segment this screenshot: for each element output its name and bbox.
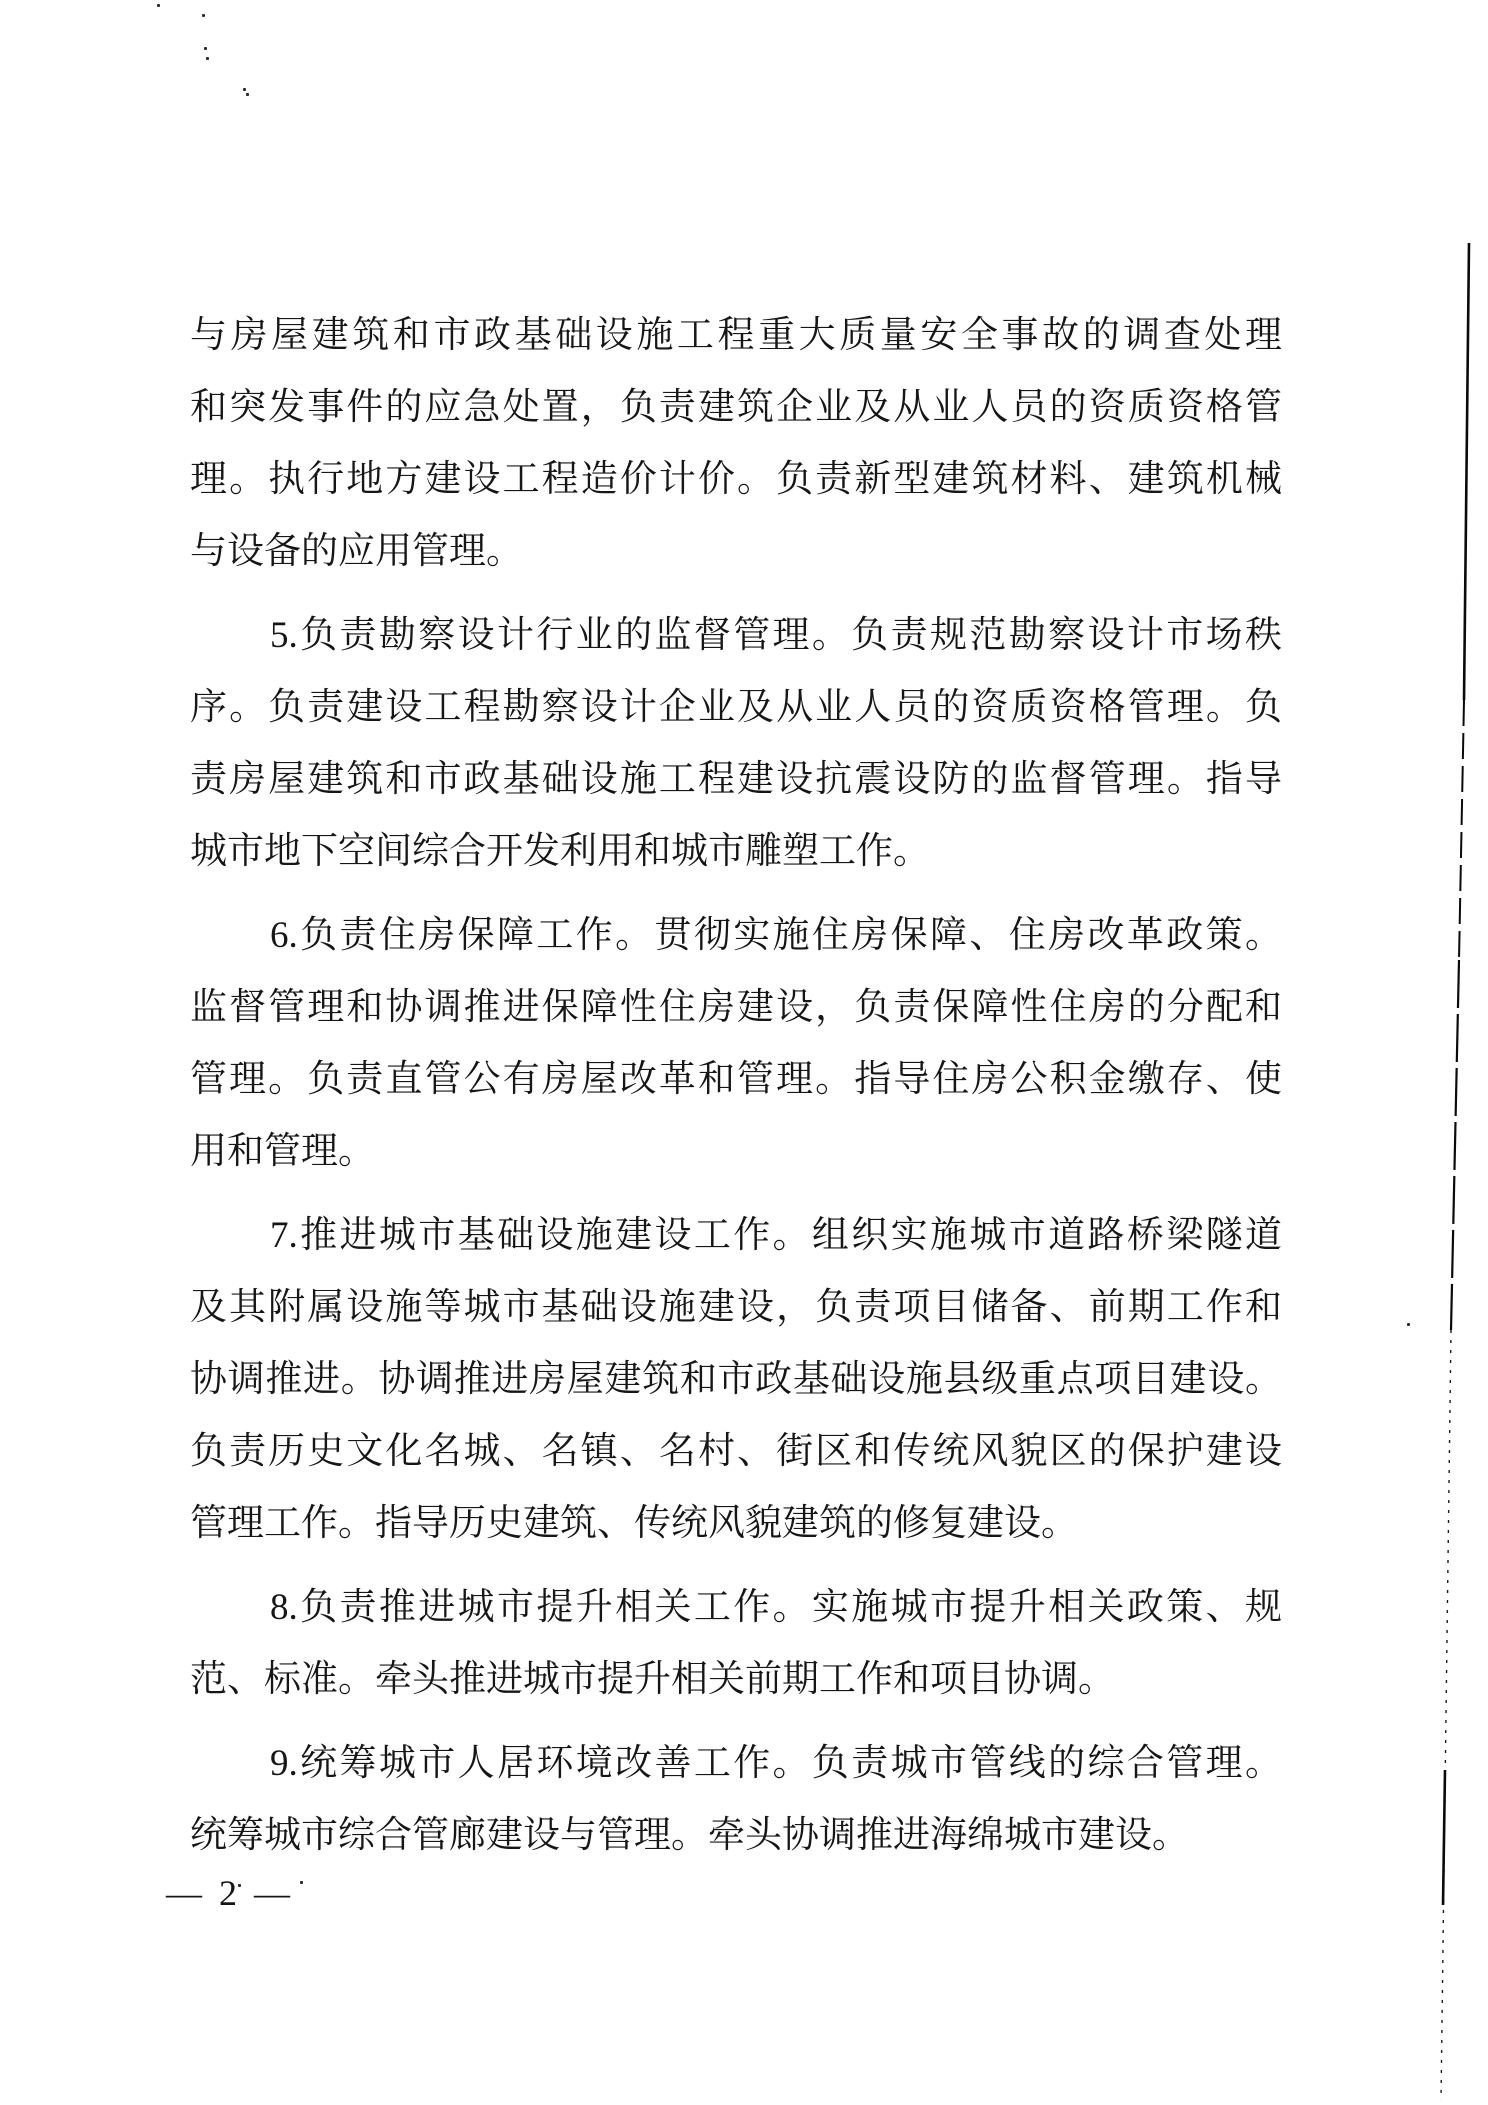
text-line: 和突发事件的应急处置，负责建筑企业及从业人员的资质资格管: [190, 387, 1282, 428]
text-line: 与房屋建筑和市政基础设施工程重大质量安全事故的调查处理: [190, 315, 1282, 356]
scan-speck: [204, 47, 207, 50]
text-line: 负责历史文化名城、名镇、名村、街区和传统风貌区的保护建设: [190, 1431, 1282, 1472]
scan-speck: [157, 4, 160, 7]
text-line: 与设备的应用管理。: [190, 531, 523, 572]
text-line: 理。执行地方建设工程造价计价。负责新型建筑材料、建筑机械: [190, 459, 1282, 500]
text-line: 城市地下空间综合开发利用和城市雕塑工作。: [190, 831, 930, 872]
text-line: 8.负责推进城市提升相关工作。实施城市提升相关政策、规: [270, 1587, 1282, 1628]
text-line: 管理。负责直管公有房屋改革和管理。指导住房公积金缴存、使: [190, 1059, 1282, 1100]
text-line: 9.统筹城市人居环境改善工作。负责城市管线的综合管理。: [270, 1743, 1282, 1784]
page-number: — 2 —: [166, 1873, 294, 1913]
scan-speck: [243, 88, 246, 91]
text-line: 统筹城市综合管廊建设与管理。牵头协调推进海绵城市建设。: [190, 1815, 1189, 1856]
text-line: 监督管理和协调推进保障性住房建设，负责保障性住房的分配和: [190, 987, 1282, 1028]
text-line: 5.负责勘察设计行业的监督管理。负责规范勘察设计市场秩: [270, 615, 1282, 656]
scan-speck: [1407, 1323, 1410, 1326]
scan-speck: [202, 14, 205, 17]
text-line: 6.负责住房保障工作。贯彻实施住房保障、住房改革政策。: [270, 915, 1282, 956]
text-line: 用和管理。: [190, 1131, 375, 1172]
document-body-text: [190, 300, 1282, 1872]
text-line: 序。负责建设工程勘察设计企业及从业人员的资质资格管理。负: [190, 687, 1282, 728]
text-line: 责房屋建筑和市政基础设施工程建设抗震设防的监督管理。指导: [190, 759, 1282, 800]
text-line: 协调推进。协调推进房屋建筑和市政基础设施县级重点项目建设。: [190, 1359, 1282, 1400]
text-line: 及其附属设施等城市基础设施建设，负责项目储备、前期工作和: [190, 1287, 1282, 1328]
scan-speck: [206, 57, 209, 60]
scan-speck: [246, 93, 249, 96]
text-line: 管理工作。指导历史建筑、传统风貌建筑的修复建设。: [190, 1503, 1078, 1544]
scan-speck: [300, 1881, 303, 1884]
text-line: 范、标准。牵头推进城市提升相关前期工作和项目协调。: [190, 1659, 1115, 1700]
text-line: 7.推进城市基础设施建设工作。组织实施城市道路桥梁隧道: [270, 1215, 1282, 1256]
